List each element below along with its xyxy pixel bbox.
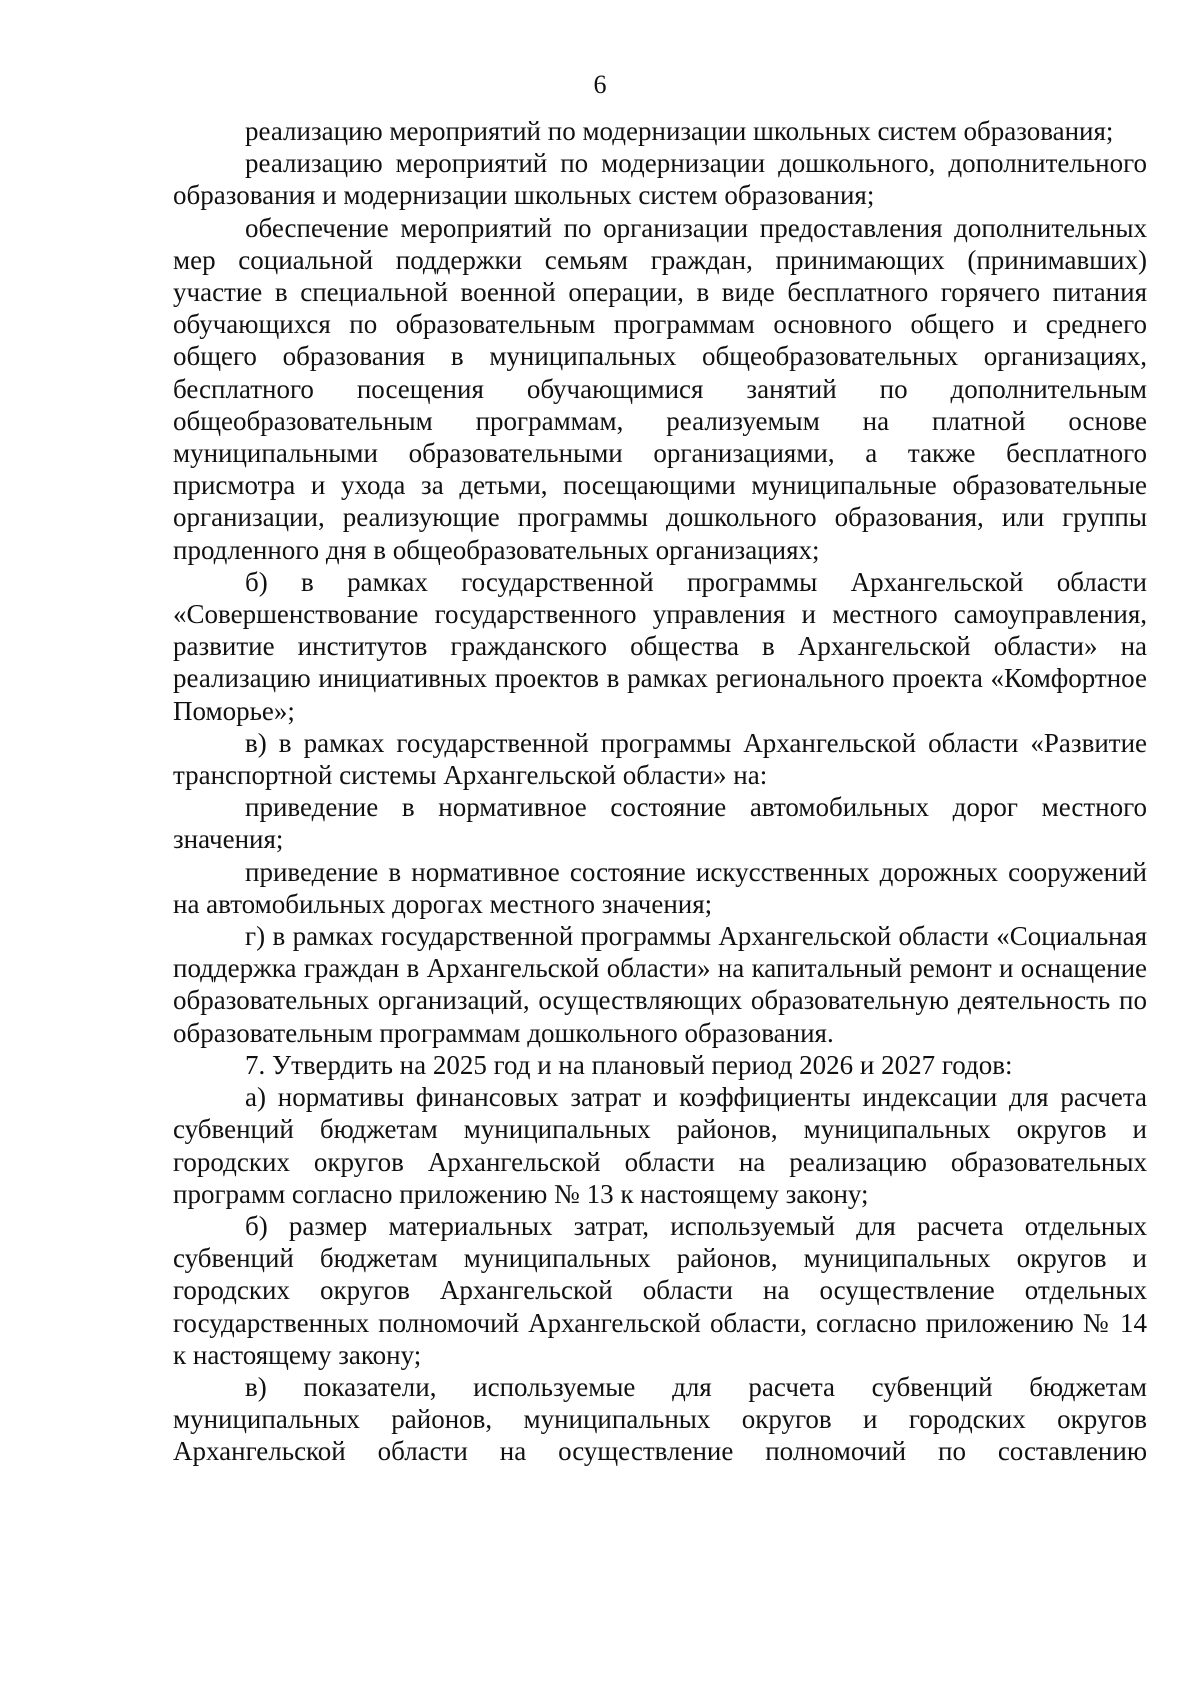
paragraph: а) нормативы финансовых затрат и коэффициенты индексации для расчета субвенций бюджетам муниципальных районов, муниципальных округов и городских округов Архангельской области на реализацию образовательных программ согласно приложению № 13 к настоящему закону; bbox=[173, 1082, 1147, 1209]
paragraph: реализацию мероприятий по модернизации школьных систем образования; bbox=[245, 116, 1114, 146]
page-number: 6 bbox=[593, 70, 607, 99]
paragraph: б) размер материальных затрат, используемый для расчета отдельных субвенций бюджетам муниципальных районов, муниципальных округов и городских округов Архангельской области на осуществление отдельных государственных полномочий Архангельской области, согласно приложению № 14 к настоящему закону; bbox=[173, 1210, 1147, 1370]
paragraph: г) в рамках государственной программы Архангельской области «Социальная поддержка граждан в Архангельской области» на капитальный ремонт и оснащение образовательных организаций, осуществляющих образовательную деятельность по образовательным программам дошкольного образования. bbox=[173, 921, 1147, 1048]
paragraph: реализацию мероприятий по модернизации дошкольного, дополнительного образования и модернизации школьных систем образования; bbox=[173, 148, 1147, 211]
paragraph: приведение в нормативное состояние автомобильных дорог местного значения; bbox=[173, 792, 1147, 855]
paragraph: приведение в нормативное состояние искусственных дорожных сооружений на автомобильных дорогах местного значения; bbox=[173, 856, 1147, 919]
paragraph: в) показатели, используемые для расчета субвенций бюджетам муниципальных районов, муниципальных округов и городских округов Архангельской области на осуществление полномочий по составлению bbox=[173, 1371, 1147, 1467]
paragraph: в) в рамках государственной программы Архангельской области «Развитие транспортной системы Архангельской области» на: bbox=[173, 727, 1147, 791]
paragraph: обеспечение мероприятий по организации предоставления дополнительных мер социальной поддержки семьям граждан, принимающих (принимавших) участие в специальной военной операции, в виде бесплатного горячего питания обучающихся по образовательным программам основного общего и среднего общего образования в муниципальных общеобразовательных организациях, бесплатного посещения обучающимися занятий по дополнительным общеобразовательным программам, реализуемым на платной основе муниципальными образовательными организациями, а также бесплатного присмотра и ухода за детьми, посещающими муниципальные образовательные организации, реализующие программы дошкольного образования, или группы продленного дня в общеобразовательных организациях; bbox=[173, 212, 1147, 565]
document-body bbox=[173, 115, 1147, 1468]
paragraph: б) в рамках государственной программы Архангельской области «Совершенствование государственного управления и местного самоуправления, развитие институтов гражданского общества в Архангельской области» на реализацию инициативных проектов в рамках регионального проекта «Комфортное Поморье»; bbox=[173, 566, 1147, 726]
paragraph: 7. Утвердить на 2025 год и на плановый период 2026 и 2027 годов: bbox=[245, 1049, 1013, 1080]
